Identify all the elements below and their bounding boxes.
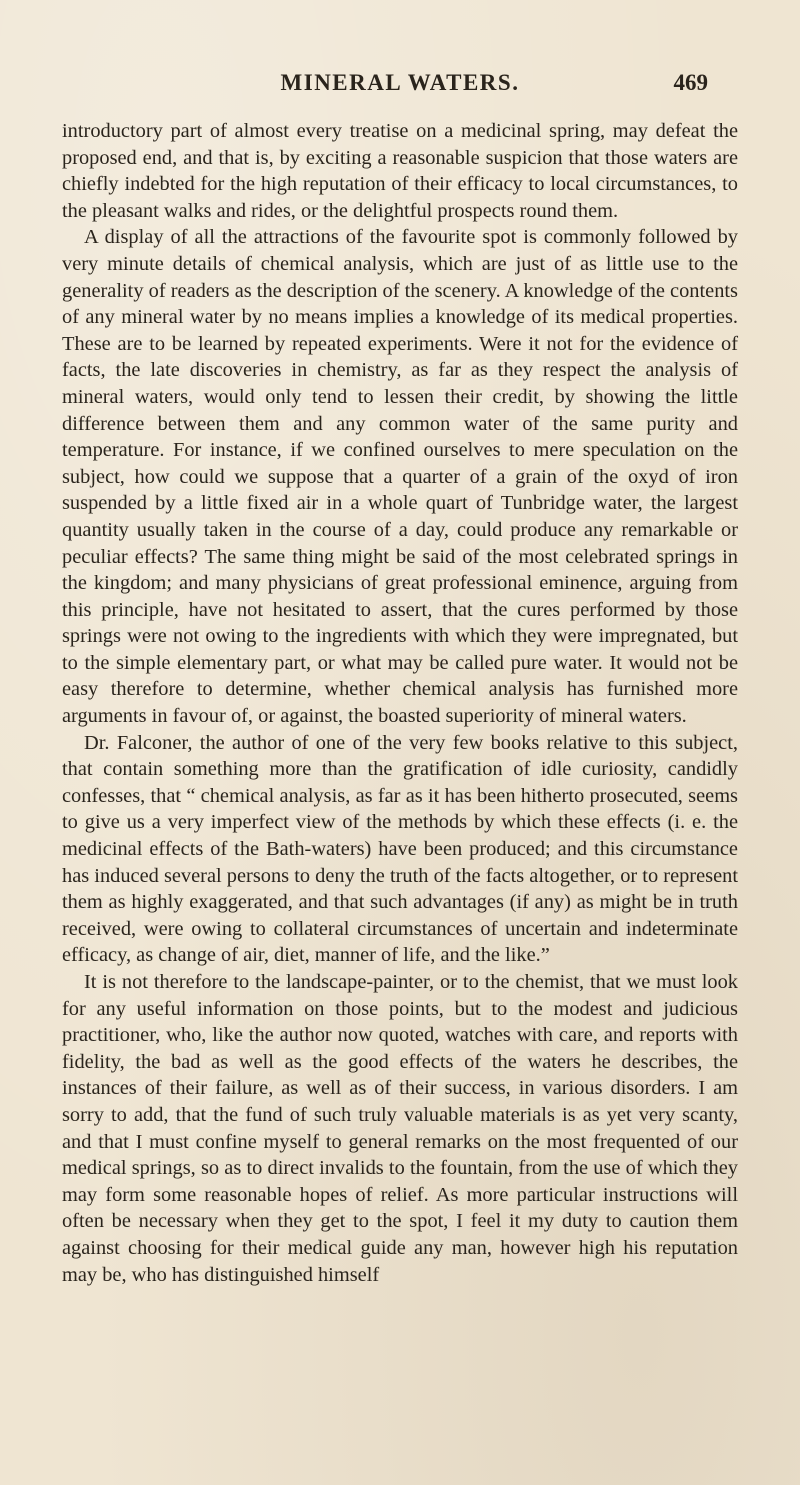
paragraph-2: A display of all the attractions of the favourite spot is commonly followed by very minute details of chemical analysis, which are just of as little use to the generality of readers as the description of the scenery. A knowledge of the contents of any mineral water by no means implies a knowledge of its medical properties. These are to be learned by repeated experiments. Were it not for the evidence of facts, the late discoveries in chemistry, as far as they respect the analysis of mineral waters, would only tend to lessen their credit, by showing the little difference between them and any common water of the same purity and temperature. For instance, if we confined ourselves to mere speculation on the subject, how could we suppose that a quarter of a grain of the oxyd of iron suspended by a little fixed air in a whole quart of Tunbridge water, the largest quantity usually taken in the course of a day, could produce any remarkable or peculiar effects? The same thing might be said of the most celebrated springs in the kingdom; and many physicians of great professional eminence, arguing from this principle, have not hesitated to assert, that the cures performed by those springs were not owing to the ingredients with which they were impregnated, but to the simple elementary part, or what may be called pure water. It would not be easy therefore to determine, whether chemical analysis has furnished more arguments in favour of, or against, the boasted superiority of mineral waters. (62, 226, 738, 728)
paragraph-1: introductory part of almost every treatise on a medicinal spring, may defeat the proposed end, and that is, by exciting a reasonable suspicion that those waters are chiefly indebted for the high reputation of their efficacy to local circumstances, to the pleasant walks and rides, or the delightful prospects round them. (62, 120, 738, 222)
paragraph-4: It is not therefore to the landscape-painter, or to the chemist, that we must look for any useful information on those points, but to the modest and judicious practitioner, who, like the author now quoted, watches with care, and reports with fidelity, the bad as well as the good effects of the waters he describes, the instances of their failure, as well as of their success, in various disorders. I am sorry to add, that the fund of such truly valuable materials is as yet very scanty, and that I must confine myself to general remarks on the most frequented of our medical springs, so as to direct invalids to the fountain, from the use of which they may form some reasonable hopes of relief. As more particular instructions will often be necessary when they get to the spot, I feel it my duty to caution them against choosing for their medical guide any man, however high his reputation may be, who has distinguished himself (62, 971, 738, 1286)
paragraph-3: Dr. Falconer, the author of one of the very few books relative to this subject, that contain something more than the gratification of idle curiosity, candidly confesses, that “ chemical analysis, as far as it has been hitherto prosecuted, seems to give us a very imperfect view of the methods by which these effects (i. e. the medicinal effects of the Bath-waters) have been produced; and this circumstance has induced several persons to deny the truth of the facts altogether, or to represent them as highly exaggerated, and that such advantages (if any) as might be in truth received, were owing to collateral circumstances of uncertain and indeterminate efficacy, as change of air, diet, manner of life, and the like.” (62, 731, 738, 967)
running-head (62, 70, 738, 106)
body-text (62, 118, 738, 1288)
page-number: 469 (673, 70, 708, 95)
running-title: MINERAL WATERS. (280, 70, 520, 95)
